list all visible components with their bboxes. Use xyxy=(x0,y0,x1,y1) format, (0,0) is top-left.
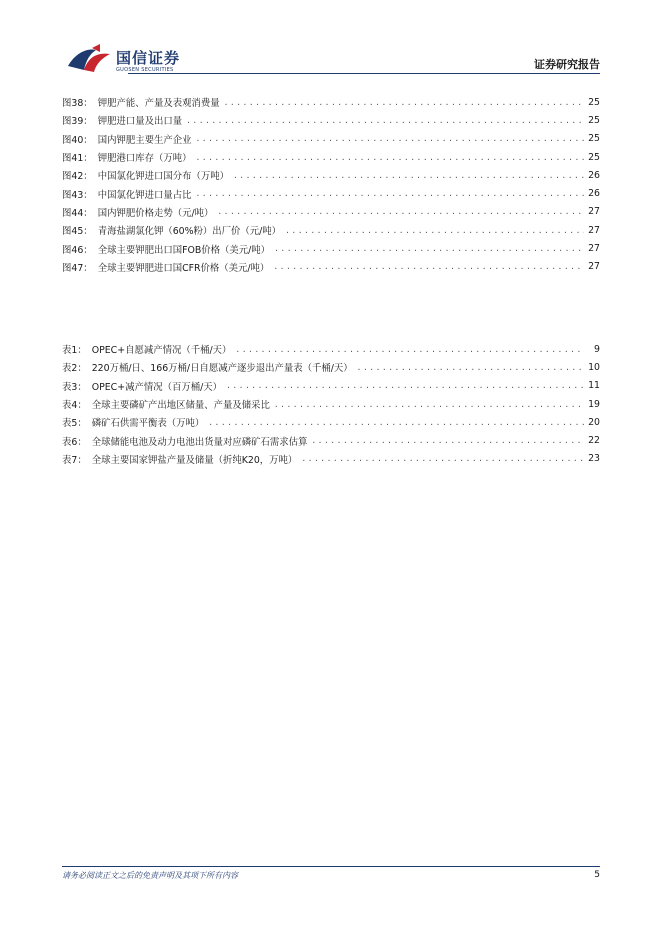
header-divider xyxy=(128,73,600,74)
figure-number: 图43： xyxy=(62,189,93,201)
leader-dots xyxy=(233,171,584,180)
figure-page: 26 xyxy=(588,169,600,181)
figure-title: 中国氯化钾进口量占比 xyxy=(97,189,192,201)
figure-page: 25 xyxy=(588,151,600,163)
guosen-logo-mark-icon xyxy=(66,44,112,74)
table-entry[interactable] xyxy=(62,377,600,395)
figure-title: 钾肥进口量及出口量 xyxy=(97,116,183,128)
table-title: 全球主要国家钾盐产量及储量（折纯K20，万吨） xyxy=(91,454,298,466)
figure-entry[interactable] xyxy=(62,184,600,202)
figure-number: 图47： xyxy=(62,262,93,274)
figure-page: 26 xyxy=(588,188,600,200)
figure-number: 图42： xyxy=(62,171,93,183)
figure-number: 图45： xyxy=(62,226,93,238)
disclaimer-text: 请务必阅读正文之后的免责声明及其项下所有内容 xyxy=(62,871,238,880)
figure-page: 27 xyxy=(588,243,600,255)
figure-number: 图38： xyxy=(62,98,93,110)
leader-dots xyxy=(195,189,584,198)
table-page: 22 xyxy=(588,435,600,447)
table-number: 表3： xyxy=(62,381,87,393)
figure-title: 全球主要钾肥出口国FOB价格（美元/吨） xyxy=(97,244,271,256)
page-number: 5 xyxy=(594,870,600,880)
leader-dots xyxy=(217,207,584,216)
footer-divider xyxy=(62,866,600,867)
table-page: 23 xyxy=(588,453,600,465)
table-number: 表4： xyxy=(62,400,87,412)
table-list xyxy=(62,340,600,468)
figure-entry[interactable] xyxy=(62,130,600,148)
figure-entry[interactable] xyxy=(62,93,600,111)
table-number: 表7： xyxy=(62,454,87,466)
figure-entry[interactable] xyxy=(62,166,600,184)
table-entry[interactable] xyxy=(62,358,600,376)
leader-dots xyxy=(311,436,584,445)
table-page: 9 xyxy=(594,343,600,355)
leader-dots xyxy=(224,98,584,107)
leader-dots xyxy=(195,134,584,143)
table-entry[interactable] xyxy=(62,340,600,358)
leader-dots xyxy=(235,345,584,354)
table-page: 11 xyxy=(588,380,600,392)
leader-dots xyxy=(186,116,584,125)
figure-entry[interactable] xyxy=(62,258,600,276)
leader-dots xyxy=(274,244,584,253)
figure-number: 图46： xyxy=(62,244,93,256)
figure-title: 中国氯化钾进口国分布（万吨） xyxy=(97,171,229,183)
figure-page: 25 xyxy=(588,114,600,126)
figure-page: 25 xyxy=(588,96,600,108)
leader-dots xyxy=(357,363,584,372)
figure-title: 钾肥产能、产量及表观消费量 xyxy=(97,98,220,110)
figure-title: 钾肥港口库存（万吨） xyxy=(97,153,192,165)
figure-title: 国内钾肥主要生产企业 xyxy=(97,134,192,146)
table-page: 20 xyxy=(588,416,600,428)
table-number: 表1： xyxy=(62,345,87,357)
table-entry[interactable] xyxy=(62,450,600,468)
table-title: 220万桶/日、166万桶/日自愿减产逐步退出产量表（千桶/天） xyxy=(91,363,353,375)
table-page: 10 xyxy=(588,361,600,373)
table-title: OPEC+减产情况（百万桶/天） xyxy=(91,381,222,393)
figure-entry[interactable] xyxy=(62,111,600,129)
table-number: 表5： xyxy=(62,418,87,430)
table-number: 表2： xyxy=(62,363,87,375)
figure-page: 27 xyxy=(588,224,600,236)
table-entry[interactable] xyxy=(62,395,600,413)
figure-entry[interactable] xyxy=(62,148,600,166)
table-entry[interactable] xyxy=(62,413,600,431)
brand-name-cn: 国信证券 xyxy=(116,49,181,67)
figure-list xyxy=(62,93,600,276)
figure-entry[interactable] xyxy=(62,221,600,239)
leader-dots xyxy=(274,400,584,409)
table-title: 全球储能电池及动力电池出货量对应磷矿石需求估算 xyxy=(91,436,308,448)
figure-entry[interactable] xyxy=(62,203,600,221)
figure-number: 图39： xyxy=(62,116,93,128)
figure-number: 图40： xyxy=(62,134,93,146)
report-type-label: 证券研究报告 xyxy=(534,58,600,71)
table-page: 19 xyxy=(588,398,600,410)
table-entry[interactable] xyxy=(62,431,600,449)
leader-dots xyxy=(273,262,584,271)
table-number: 表6： xyxy=(62,436,87,448)
table-title: OPEC+自愿减产情况（千桶/天） xyxy=(91,345,232,357)
figure-number: 图44： xyxy=(62,207,93,219)
leader-dots xyxy=(285,226,584,235)
table-title: 磷矿石供需平衡表（万吨） xyxy=(91,418,205,430)
figure-title: 全球主要钾肥进口国CFR价格（美元/吨） xyxy=(97,262,270,274)
figure-page: 25 xyxy=(588,133,600,145)
figure-number: 图41： xyxy=(62,153,93,165)
table-title: 全球主要磷矿产出地区储量、产量及储采比 xyxy=(91,400,270,412)
leader-dots xyxy=(195,153,584,162)
figure-page: 27 xyxy=(588,206,600,218)
figure-title: 国内钾肥价格走势（元/吨） xyxy=(97,207,214,219)
brand-name-en: GUOSEN SECURITIES xyxy=(116,67,174,73)
leader-dots xyxy=(226,381,584,390)
figure-title: 青海盐湖氯化钾（60%粉）出厂价（元/吨） xyxy=(97,226,282,238)
leader-dots xyxy=(208,418,584,427)
figure-entry[interactable] xyxy=(62,239,600,257)
figure-page: 27 xyxy=(588,261,600,273)
leader-dots xyxy=(301,454,584,463)
